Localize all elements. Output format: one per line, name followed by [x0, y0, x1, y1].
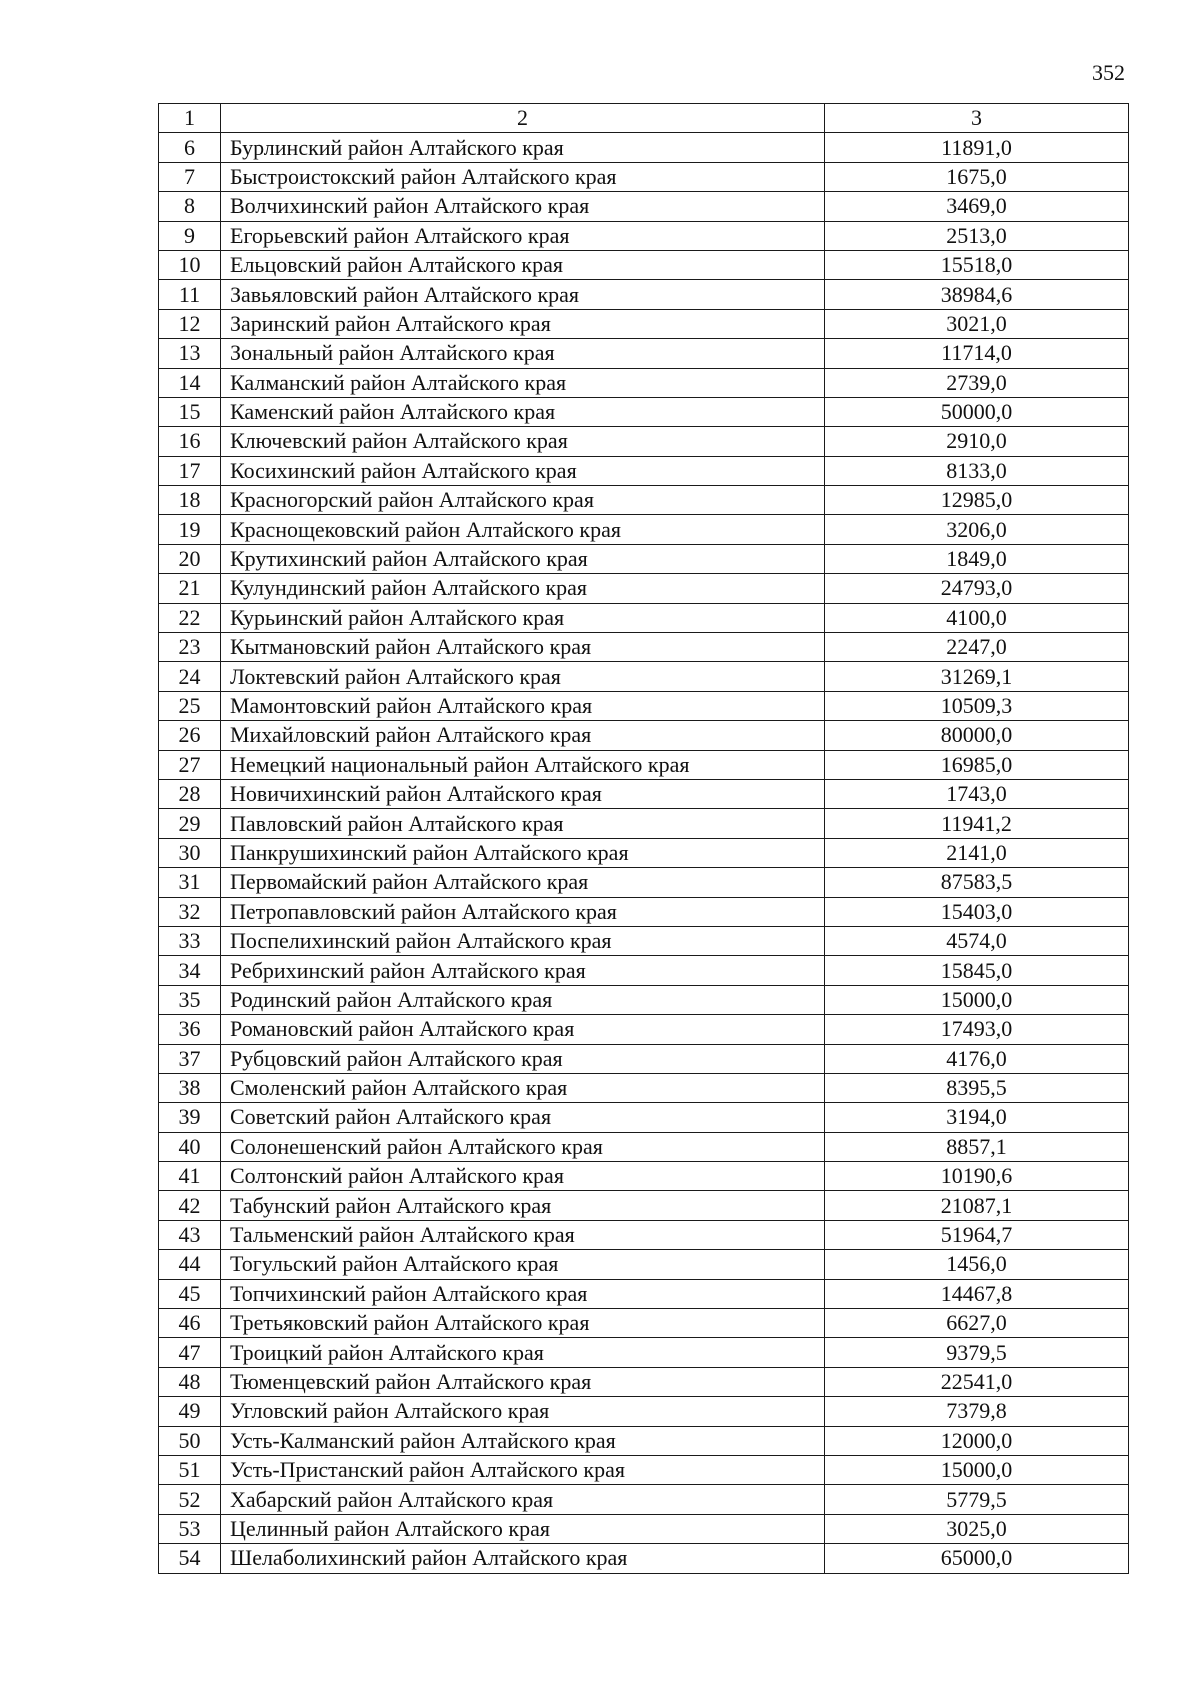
row-number-cell: 23	[159, 633, 221, 662]
amount-cell: 3025,0	[825, 1514, 1129, 1543]
amount-cell: 8857,1	[825, 1132, 1129, 1161]
table-row	[159, 280, 1129, 309]
district-name-cell: Ребрихинский район Алтайского края	[221, 956, 825, 985]
amount-cell: 14467,8	[825, 1279, 1129, 1308]
row-number-cell: 53	[159, 1514, 221, 1543]
row-number-cell: 21	[159, 574, 221, 603]
amount-cell: 15000,0	[825, 985, 1129, 1014]
amount-cell: 2739,0	[825, 368, 1129, 397]
table-row	[159, 1309, 1129, 1338]
amount-cell: 1675,0	[825, 162, 1129, 191]
table-row	[159, 544, 1129, 573]
table-row	[159, 427, 1129, 456]
row-number-cell: 11	[159, 280, 221, 309]
district-name-cell: Третьяковский район Алтайского края	[221, 1309, 825, 1338]
district-name-cell: Краснощековский район Алтайского края	[221, 515, 825, 544]
row-number-cell: 34	[159, 956, 221, 985]
amount-cell: 11941,2	[825, 809, 1129, 838]
table-row	[159, 750, 1129, 779]
amount-cell: 1456,0	[825, 1250, 1129, 1279]
table-row	[159, 309, 1129, 338]
row-number-cell: 30	[159, 838, 221, 867]
district-name-cell: Поспелихинский район Алтайского края	[221, 926, 825, 955]
amount-cell: 11891,0	[825, 133, 1129, 162]
table-row	[159, 397, 1129, 426]
table-row	[159, 250, 1129, 279]
amount-cell: 2141,0	[825, 838, 1129, 867]
row-number-cell: 32	[159, 897, 221, 926]
amount-cell: 10509,3	[825, 691, 1129, 720]
amount-cell: 50000,0	[825, 397, 1129, 426]
header-cell-number: 1	[159, 104, 221, 133]
district-name-cell: Мамонтовский район Алтайского края	[221, 691, 825, 720]
row-number-cell: 48	[159, 1367, 221, 1396]
header-cell-amount: 3	[825, 104, 1129, 133]
row-number-cell: 28	[159, 779, 221, 808]
table-row	[159, 1455, 1129, 1484]
table-row	[159, 162, 1129, 191]
district-name-cell: Усть-Пристанский район Алтайского края	[221, 1455, 825, 1484]
row-number-cell: 51	[159, 1455, 221, 1484]
amount-cell: 4574,0	[825, 926, 1129, 955]
amount-cell: 2910,0	[825, 427, 1129, 456]
district-name-cell: Целинный район Алтайского края	[221, 1514, 825, 1543]
district-table	[158, 103, 1129, 1574]
table-body	[159, 104, 1129, 1574]
district-name-cell: Шелаболихинский район Алтайского края	[221, 1544, 825, 1573]
table-row	[159, 1514, 1129, 1543]
amount-cell: 17493,0	[825, 1015, 1129, 1044]
district-name-cell: Курьинский район Алтайского края	[221, 603, 825, 632]
row-number-cell: 7	[159, 162, 221, 191]
district-name-cell: Немецкий национальный район Алтайского края	[221, 750, 825, 779]
district-name-cell: Кулундинский район Алтайского края	[221, 574, 825, 603]
amount-cell: 21087,1	[825, 1191, 1129, 1220]
row-number-cell: 43	[159, 1220, 221, 1249]
row-number-cell: 26	[159, 721, 221, 750]
amount-cell: 8133,0	[825, 456, 1129, 485]
district-name-cell: Топчихинский район Алтайского края	[221, 1279, 825, 1308]
table-row	[159, 838, 1129, 867]
district-name-cell: Крутихинский район Алтайского края	[221, 544, 825, 573]
table-row	[159, 192, 1129, 221]
table-row	[159, 721, 1129, 750]
table-row	[159, 339, 1129, 368]
district-name-cell: Хабарский район Алтайского края	[221, 1485, 825, 1514]
row-number-cell: 50	[159, 1426, 221, 1455]
district-name-cell: Локтевский район Алтайского края	[221, 662, 825, 691]
row-number-cell: 45	[159, 1279, 221, 1308]
district-name-cell: Калманский район Алтайского края	[221, 368, 825, 397]
table-row	[159, 1015, 1129, 1044]
table-row	[159, 633, 1129, 662]
amount-cell: 10190,6	[825, 1162, 1129, 1191]
table-row	[159, 456, 1129, 485]
district-name-cell: Павловский район Алтайского края	[221, 809, 825, 838]
table-row	[159, 868, 1129, 897]
table-row	[159, 515, 1129, 544]
district-name-cell: Зональный район Алтайского края	[221, 339, 825, 368]
table-row	[159, 1397, 1129, 1426]
amount-cell: 11714,0	[825, 339, 1129, 368]
row-number-cell: 44	[159, 1250, 221, 1279]
amount-cell: 1849,0	[825, 544, 1129, 573]
district-name-cell: Быстроистокский район Алтайского края	[221, 162, 825, 191]
amount-cell: 24793,0	[825, 574, 1129, 603]
amount-cell: 15000,0	[825, 1455, 1129, 1484]
table-row	[159, 985, 1129, 1014]
row-number-cell: 10	[159, 250, 221, 279]
row-number-cell: 25	[159, 691, 221, 720]
amount-cell: 15403,0	[825, 897, 1129, 926]
row-number-cell: 47	[159, 1338, 221, 1367]
row-number-cell: 19	[159, 515, 221, 544]
row-number-cell: 6	[159, 133, 221, 162]
table-row	[159, 1544, 1129, 1573]
amount-cell: 16985,0	[825, 750, 1129, 779]
district-name-cell: Каменский район Алтайского края	[221, 397, 825, 426]
table-row	[159, 1044, 1129, 1073]
district-name-cell: Тюменцевский район Алтайского края	[221, 1367, 825, 1396]
district-name-cell: Егорьевский район Алтайского края	[221, 221, 825, 250]
row-number-cell: 40	[159, 1132, 221, 1161]
amount-cell: 7379,8	[825, 1397, 1129, 1426]
table-row	[159, 1103, 1129, 1132]
table-row	[159, 1220, 1129, 1249]
amount-cell: 51964,7	[825, 1220, 1129, 1249]
table-row	[159, 779, 1129, 808]
amount-cell: 38984,6	[825, 280, 1129, 309]
district-name-cell: Угловский район Алтайского края	[221, 1397, 825, 1426]
amount-cell: 6627,0	[825, 1309, 1129, 1338]
table-row	[159, 1367, 1129, 1396]
district-name-cell: Троицкий район Алтайского края	[221, 1338, 825, 1367]
row-number-cell: 27	[159, 750, 221, 779]
header-cell-district: 2	[221, 104, 825, 133]
row-number-cell: 15	[159, 397, 221, 426]
amount-cell: 65000,0	[825, 1544, 1129, 1573]
table-row	[159, 1191, 1129, 1220]
page-number: 352	[1092, 60, 1125, 85]
row-number-cell: 33	[159, 926, 221, 955]
amount-cell: 8395,5	[825, 1073, 1129, 1102]
amount-cell: 31269,1	[825, 662, 1129, 691]
row-number-cell: 18	[159, 486, 221, 515]
table-row	[159, 809, 1129, 838]
table-row	[159, 574, 1129, 603]
amount-cell: 3469,0	[825, 192, 1129, 221]
district-name-cell: Волчихинский район Алтайского края	[221, 192, 825, 221]
amount-cell: 22541,0	[825, 1367, 1129, 1396]
table-row	[159, 1279, 1129, 1308]
district-name-cell: Смоленский район Алтайского края	[221, 1073, 825, 1102]
row-number-cell: 9	[159, 221, 221, 250]
row-number-cell: 16	[159, 427, 221, 456]
table-row	[159, 1162, 1129, 1191]
row-number-cell: 8	[159, 192, 221, 221]
row-number-cell: 49	[159, 1397, 221, 1426]
district-table-container	[158, 103, 1128, 1574]
amount-cell: 15518,0	[825, 250, 1129, 279]
row-number-cell: 29	[159, 809, 221, 838]
district-name-cell: Усть-Калманский район Алтайского края	[221, 1426, 825, 1455]
table-row	[159, 368, 1129, 397]
amount-cell: 80000,0	[825, 721, 1129, 750]
district-name-cell: Михайловский район Алтайского края	[221, 721, 825, 750]
amount-cell: 4100,0	[825, 603, 1129, 632]
amount-cell: 5779,5	[825, 1485, 1129, 1514]
amount-cell: 12000,0	[825, 1426, 1129, 1455]
amount-cell: 15845,0	[825, 956, 1129, 985]
district-name-cell: Ключевский район Алтайского края	[221, 427, 825, 456]
district-name-cell: Кытмановский район Алтайского края	[221, 633, 825, 662]
table-row	[159, 1338, 1129, 1367]
table-row	[159, 926, 1129, 955]
table-row	[159, 1485, 1129, 1514]
table-row	[159, 1132, 1129, 1161]
row-number-cell: 54	[159, 1544, 221, 1573]
amount-cell: 87583,5	[825, 868, 1129, 897]
table-row	[159, 1250, 1129, 1279]
amount-cell: 3194,0	[825, 1103, 1129, 1132]
amount-cell: 12985,0	[825, 486, 1129, 515]
amount-cell: 3021,0	[825, 309, 1129, 338]
amount-cell: 9379,5	[825, 1338, 1129, 1367]
table-row	[159, 956, 1129, 985]
row-number-cell: 20	[159, 544, 221, 573]
district-name-cell: Рубцовский район Алтайского края	[221, 1044, 825, 1073]
table-row	[159, 133, 1129, 162]
district-name-cell: Романовский район Алтайского края	[221, 1015, 825, 1044]
table-row	[159, 1426, 1129, 1455]
district-name-cell: Родинский район Алтайского края	[221, 985, 825, 1014]
row-number-cell: 37	[159, 1044, 221, 1073]
amount-cell: 2513,0	[825, 221, 1129, 250]
district-name-cell: Панкрушихинский район Алтайского края	[221, 838, 825, 867]
row-number-cell: 36	[159, 1015, 221, 1044]
amount-cell: 3206,0	[825, 515, 1129, 544]
table-row	[159, 1073, 1129, 1102]
row-number-cell: 24	[159, 662, 221, 691]
row-number-cell: 31	[159, 868, 221, 897]
district-name-cell: Красногорский район Алтайского края	[221, 486, 825, 515]
table-row	[159, 662, 1129, 691]
district-name-cell: Табунский район Алтайского края	[221, 1191, 825, 1220]
row-number-cell: 12	[159, 309, 221, 338]
district-name-cell: Тальменский район Алтайского края	[221, 1220, 825, 1249]
district-name-cell: Завьяловский район Алтайского края	[221, 280, 825, 309]
row-number-cell: 42	[159, 1191, 221, 1220]
row-number-cell: 14	[159, 368, 221, 397]
district-name-cell: Советский район Алтайского края	[221, 1103, 825, 1132]
district-name-cell: Солонешенский район Алтайского края	[221, 1132, 825, 1161]
district-name-cell: Ельцовский район Алтайского края	[221, 250, 825, 279]
row-number-cell: 39	[159, 1103, 221, 1132]
district-name-cell: Солтонский район Алтайского края	[221, 1162, 825, 1191]
table-header-row	[159, 104, 1129, 133]
row-number-cell: 38	[159, 1073, 221, 1102]
district-name-cell: Первомайский район Алтайского края	[221, 868, 825, 897]
row-number-cell: 13	[159, 339, 221, 368]
amount-cell: 2247,0	[825, 633, 1129, 662]
row-number-cell: 35	[159, 985, 221, 1014]
district-name-cell: Тогульский район Алтайского края	[221, 1250, 825, 1279]
table-row	[159, 897, 1129, 926]
row-number-cell: 52	[159, 1485, 221, 1514]
amount-cell: 4176,0	[825, 1044, 1129, 1073]
district-name-cell: Бурлинский район Алтайского края	[221, 133, 825, 162]
row-number-cell: 22	[159, 603, 221, 632]
table-row	[159, 603, 1129, 632]
row-number-cell: 17	[159, 456, 221, 485]
table-row	[159, 691, 1129, 720]
row-number-cell: 46	[159, 1309, 221, 1338]
district-name-cell: Новичихинский район Алтайского края	[221, 779, 825, 808]
district-name-cell: Петропавловский район Алтайского края	[221, 897, 825, 926]
district-name-cell: Косихинский район Алтайского края	[221, 456, 825, 485]
amount-cell: 1743,0	[825, 779, 1129, 808]
table-row	[159, 486, 1129, 515]
table-row	[159, 221, 1129, 250]
row-number-cell: 41	[159, 1162, 221, 1191]
district-name-cell: Заринский район Алтайского края	[221, 309, 825, 338]
